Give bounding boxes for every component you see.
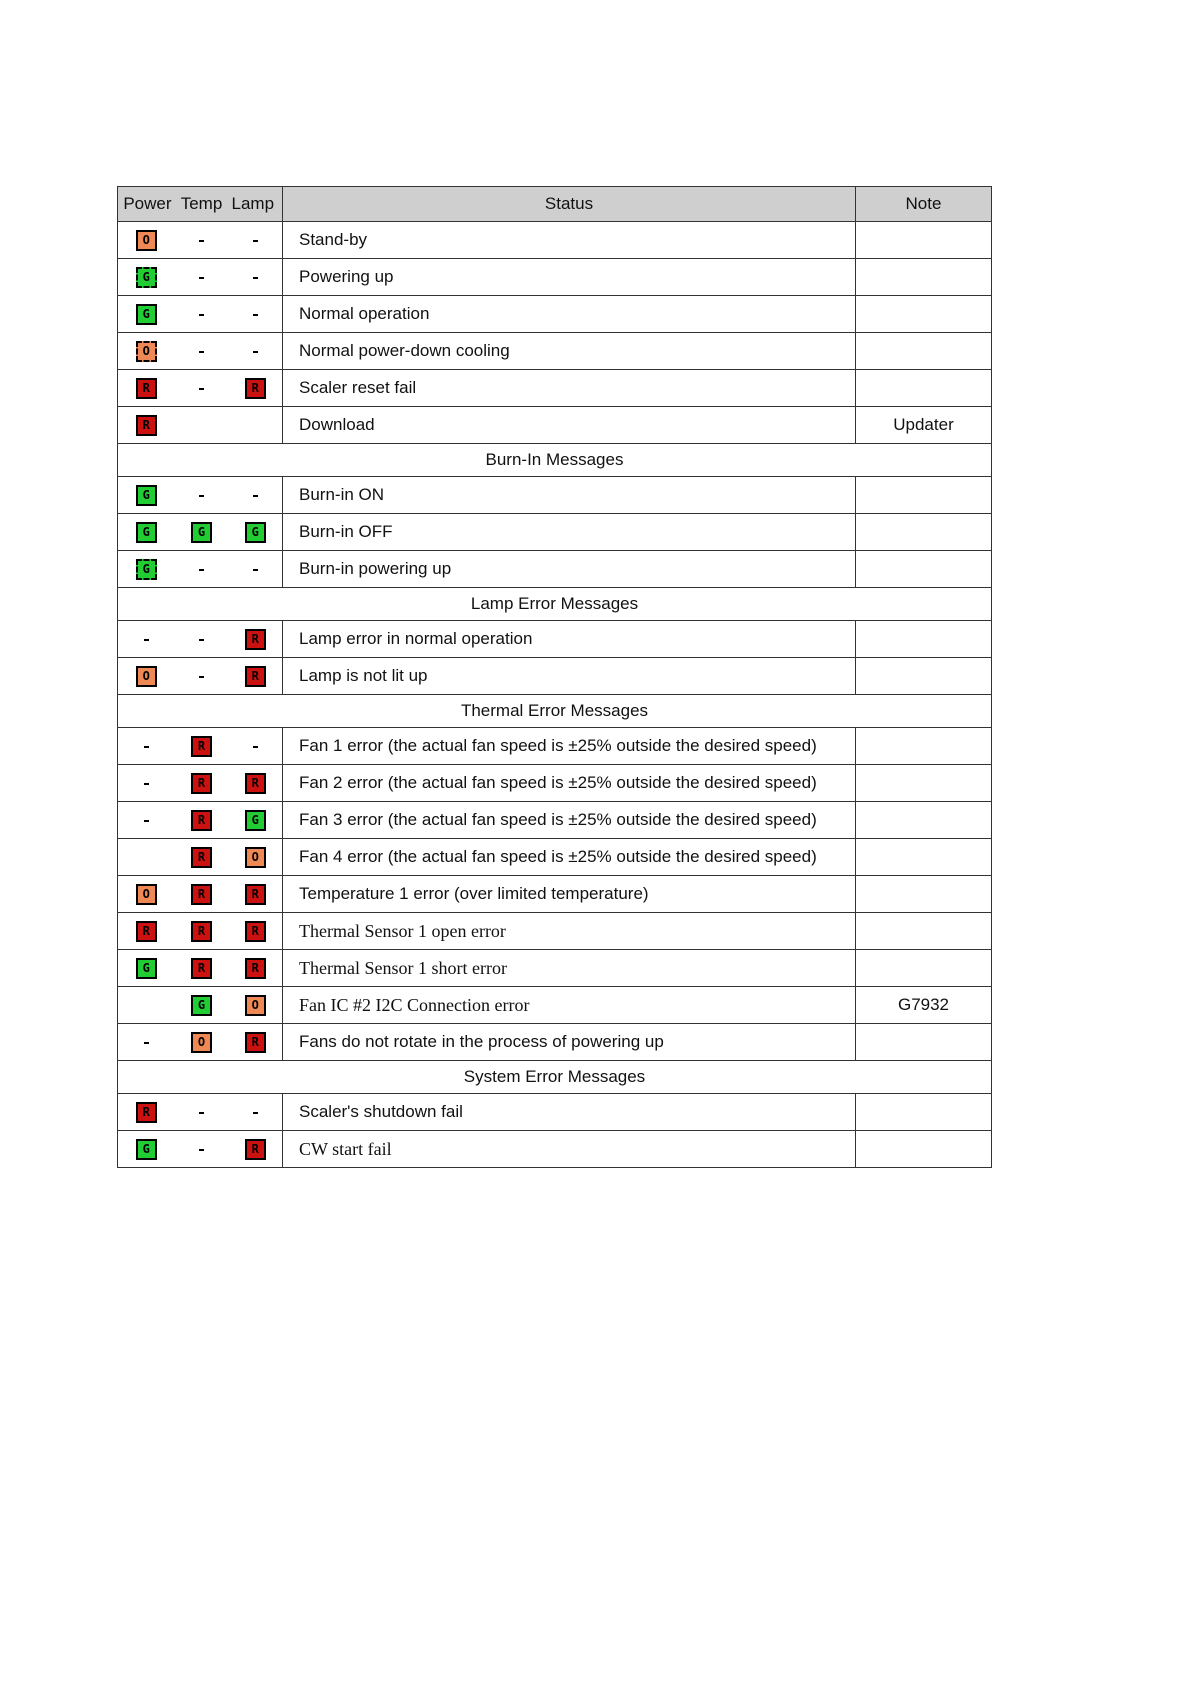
section-title: Burn-In Messages (118, 444, 992, 477)
temp-led-cell (175, 765, 229, 802)
dash-mark (253, 314, 258, 316)
power-led-cell (118, 728, 175, 765)
table-row (118, 1094, 992, 1131)
led-indicator-g: G (136, 304, 157, 325)
status-cell: Temperature 1 error (over limited temperature) (283, 876, 856, 913)
note-cell (856, 259, 992, 296)
dash-mark (199, 240, 204, 242)
power-led-cell (118, 333, 175, 370)
temp-led-cell (175, 407, 229, 444)
led-indicator-r: R (136, 415, 157, 436)
table-row (118, 950, 992, 987)
table-row (118, 987, 992, 1024)
dash-mark (199, 569, 204, 571)
dash-mark (253, 277, 258, 279)
led-indicator-g: G (245, 810, 266, 831)
lamp-led-cell (229, 333, 283, 370)
status-cell: Normal power-down cooling (283, 333, 856, 370)
status-cell: Lamp is not lit up (283, 658, 856, 695)
temp-led-cell (175, 333, 229, 370)
led-indicator-r: R (245, 1139, 266, 1160)
note-cell (856, 296, 992, 333)
table-body (118, 222, 992, 1168)
temp-led-cell (175, 296, 229, 333)
dash-mark (253, 569, 258, 571)
table-row (118, 1131, 992, 1168)
temp-led-cell (175, 839, 229, 876)
status-cell: Fans do not rotate in the process of powering up (283, 1024, 856, 1061)
dash-mark (199, 351, 204, 353)
led-indicator-r: R (245, 958, 266, 979)
dash-mark (144, 1042, 149, 1044)
table-row (118, 802, 992, 839)
dash-mark (144, 639, 149, 641)
lamp-led-cell (229, 621, 283, 658)
section-header-row (118, 695, 992, 728)
table-row (118, 477, 992, 514)
dash-mark (144, 783, 149, 785)
note-cell (856, 333, 992, 370)
led-indicator-r: R (191, 958, 212, 979)
led-indicator-g-blinking: G (136, 267, 157, 288)
led-indicator-r: R (245, 773, 266, 794)
temp-led-cell (175, 1094, 229, 1131)
dash-mark (199, 639, 204, 641)
lamp-led-cell (229, 1131, 283, 1168)
power-led-cell (118, 407, 175, 444)
table-row (118, 839, 992, 876)
power-led-cell (118, 987, 175, 1024)
led-indicator-r: R (136, 921, 157, 942)
dash-mark (199, 277, 204, 279)
table-row (118, 765, 992, 802)
note-cell: Updater (856, 407, 992, 444)
lamp-led-cell (229, 1094, 283, 1131)
temp-led-cell (175, 987, 229, 1024)
lamp-led-cell (229, 259, 283, 296)
table-row (118, 551, 992, 588)
lamp-led-cell (229, 950, 283, 987)
note-cell (856, 477, 992, 514)
temp-led-cell (175, 477, 229, 514)
table-header-row (118, 187, 992, 222)
status-cell: Burn-in powering up (283, 551, 856, 588)
table-row (118, 370, 992, 407)
led-indicator-g: G (136, 522, 157, 543)
temp-led-cell (175, 222, 229, 259)
power-led-cell (118, 765, 175, 802)
status-cell: Scaler's shutdown fail (283, 1094, 856, 1131)
power-led-cell (118, 950, 175, 987)
led-indicator-g-blinking: G (136, 559, 157, 580)
power-led-cell (118, 551, 175, 588)
led-indicator-r: R (245, 378, 266, 399)
led-indicator-o: O (245, 995, 266, 1016)
status-cell: Scaler reset fail (283, 370, 856, 407)
dash-mark (253, 495, 258, 497)
power-led-cell (118, 514, 175, 551)
table-row (118, 296, 992, 333)
led-indicator-o: O (136, 230, 157, 251)
note-cell (856, 950, 992, 987)
status-cell: Thermal Sensor 1 open error (283, 913, 856, 950)
status-cell: Stand-by (283, 222, 856, 259)
led-indicator-g: G (191, 522, 212, 543)
status-cell: Fan 3 error (the actual fan speed is ±25% outside the desired speed) (283, 802, 856, 839)
table-row (118, 514, 992, 551)
led-indicator-r: R (245, 629, 266, 650)
section-header-row (118, 444, 992, 477)
lamp-led-cell (229, 987, 283, 1024)
header-note: Note (856, 187, 992, 222)
header-temp: Temp (175, 187, 229, 222)
lamp-led-cell (229, 370, 283, 407)
lamp-led-cell (229, 876, 283, 913)
status-cell: Burn-in OFF (283, 514, 856, 551)
temp-led-cell (175, 876, 229, 913)
note-cell (856, 621, 992, 658)
led-indicator-r: R (191, 773, 212, 794)
power-led-cell (118, 370, 175, 407)
status-cell: Download (283, 407, 856, 444)
header-power: Power (118, 187, 175, 222)
power-led-cell (118, 621, 175, 658)
lamp-led-cell (229, 802, 283, 839)
temp-led-cell (175, 514, 229, 551)
lamp-led-cell (229, 913, 283, 950)
power-led-cell (118, 876, 175, 913)
dash-mark (253, 351, 258, 353)
power-led-cell (118, 296, 175, 333)
table-row (118, 259, 992, 296)
led-status-table (117, 186, 992, 1168)
lamp-led-cell (229, 407, 283, 444)
note-cell: G7932 (856, 987, 992, 1024)
lamp-led-cell (229, 658, 283, 695)
status-cell: Lamp error in normal operation (283, 621, 856, 658)
status-cell: Fan 1 error (the actual fan speed is ±25% outside the desired speed) (283, 728, 856, 765)
temp-led-cell (175, 802, 229, 839)
note-cell (856, 222, 992, 259)
status-cell: Thermal Sensor 1 short error (283, 950, 856, 987)
status-cell: Powering up (283, 259, 856, 296)
note-cell (856, 1094, 992, 1131)
lamp-led-cell (229, 728, 283, 765)
power-led-cell (118, 1024, 175, 1061)
led-indicator-g: G (136, 485, 157, 506)
header-status: Status (283, 187, 856, 222)
status-cell: Fan 2 error (the actual fan speed is ±25% outside the desired speed) (283, 765, 856, 802)
led-indicator-r: R (245, 666, 266, 687)
header-lamp: Lamp (229, 187, 283, 222)
table-row (118, 1024, 992, 1061)
led-indicator-r: R (245, 921, 266, 942)
dash-mark (253, 240, 258, 242)
led-indicator-r: R (191, 847, 212, 868)
led-indicator-g: G (136, 1139, 157, 1160)
power-led-cell (118, 913, 175, 950)
status-cell: Fan IC #2 I2C Connection error (283, 987, 856, 1024)
power-led-cell (118, 802, 175, 839)
note-cell (856, 514, 992, 551)
table-row (118, 621, 992, 658)
section-title: System Error Messages (118, 1061, 992, 1094)
section-title: Lamp Error Messages (118, 588, 992, 621)
led-indicator-o-blinking: O (136, 341, 157, 362)
led-indicator-r: R (245, 884, 266, 905)
temp-led-cell (175, 1131, 229, 1168)
dash-mark (199, 388, 204, 390)
power-led-cell (118, 222, 175, 259)
note-cell (856, 551, 992, 588)
lamp-led-cell (229, 839, 283, 876)
led-indicator-o: O (191, 1032, 212, 1053)
dash-mark (199, 1149, 204, 1151)
led-indicator-o: O (136, 884, 157, 905)
temp-led-cell (175, 370, 229, 407)
table-row (118, 222, 992, 259)
table-row (118, 728, 992, 765)
table-row (118, 407, 992, 444)
status-cell: Burn-in ON (283, 477, 856, 514)
note-cell (856, 1131, 992, 1168)
table-row (118, 913, 992, 950)
section-header-row (118, 588, 992, 621)
dash-mark (144, 820, 149, 822)
led-indicator-g: G (191, 995, 212, 1016)
led-indicator-r: R (191, 921, 212, 942)
power-led-cell (118, 839, 175, 876)
power-led-cell (118, 259, 175, 296)
temp-led-cell (175, 551, 229, 588)
led-indicator-g: G (245, 522, 266, 543)
lamp-led-cell (229, 477, 283, 514)
dash-mark (199, 1112, 204, 1114)
power-led-cell (118, 1131, 175, 1168)
led-indicator-r: R (191, 884, 212, 905)
temp-led-cell (175, 259, 229, 296)
temp-led-cell (175, 621, 229, 658)
power-led-cell (118, 658, 175, 695)
status-cell: CW start fail (283, 1131, 856, 1168)
note-cell (856, 839, 992, 876)
led-indicator-o: O (245, 847, 266, 868)
dash-mark (199, 314, 204, 316)
led-indicator-r: R (136, 378, 157, 399)
note-cell (856, 370, 992, 407)
status-cell: Fan 4 error (the actual fan speed is ±25% outside the desired speed) (283, 839, 856, 876)
temp-led-cell (175, 950, 229, 987)
section-header-row (118, 1061, 992, 1094)
power-led-cell (118, 477, 175, 514)
section-title: Thermal Error Messages (118, 695, 992, 728)
note-cell (856, 658, 992, 695)
status-cell: Normal operation (283, 296, 856, 333)
table-row (118, 658, 992, 695)
dash-mark (199, 676, 204, 678)
lamp-led-cell (229, 296, 283, 333)
lamp-led-cell (229, 551, 283, 588)
temp-led-cell (175, 913, 229, 950)
dash-mark (144, 746, 149, 748)
lamp-led-cell (229, 222, 283, 259)
led-indicator-r: R (191, 810, 212, 831)
note-cell (856, 1024, 992, 1061)
led-indicator-r: R (191, 736, 212, 757)
dash-mark (199, 495, 204, 497)
temp-led-cell (175, 658, 229, 695)
note-cell (856, 913, 992, 950)
lamp-led-cell (229, 1024, 283, 1061)
table-row (118, 333, 992, 370)
note-cell (856, 876, 992, 913)
dash-mark (253, 1112, 258, 1114)
led-indicator-r: R (136, 1102, 157, 1123)
led-indicator-g: G (136, 958, 157, 979)
note-cell (856, 765, 992, 802)
table-row (118, 876, 992, 913)
dash-mark (253, 746, 258, 748)
note-cell (856, 802, 992, 839)
led-indicator-r: R (245, 1032, 266, 1053)
led-indicator-o: O (136, 666, 157, 687)
lamp-led-cell (229, 765, 283, 802)
note-cell (856, 728, 992, 765)
lamp-led-cell (229, 514, 283, 551)
temp-led-cell (175, 1024, 229, 1061)
temp-led-cell (175, 728, 229, 765)
power-led-cell (118, 1094, 175, 1131)
